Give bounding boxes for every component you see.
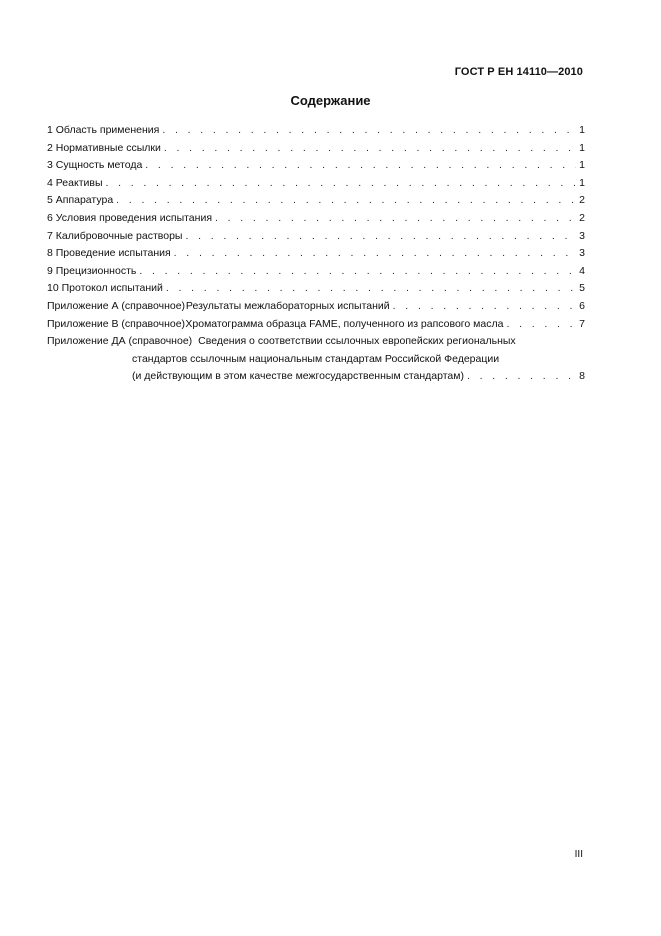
toc-leader-dots [136, 263, 576, 281]
appendix-title-continued: (и действующим в этом качестве межгосударственным стандартам) [132, 370, 464, 383]
appendix-prefix: Приложение ДА (справочное) [47, 335, 193, 348]
toc-entry[interactable] [47, 122, 585, 140]
toc-entry-label: 3 Сущность метода [47, 159, 143, 172]
table-of-contents [47, 122, 585, 386]
page-number: III [574, 849, 583, 860]
toc-entry[interactable] [47, 228, 585, 246]
toc-entry-page: 1 [579, 176, 585, 189]
toc-leader-dots [171, 245, 576, 263]
toc-leader-dots [503, 316, 576, 334]
toc-leader-dots [182, 228, 576, 246]
appendix-title: Хроматограмма образца FAME, полученного из рапсового масла [185, 317, 504, 330]
toc-leader-dots [464, 368, 576, 386]
appendix-title: Сведения о соответствии ссылочных европейских региональных [198, 335, 516, 348]
toc-entry-label: 1 Область применения [47, 124, 160, 136]
toc-entry-page: 7 [579, 317, 585, 330]
toc-leader-dots [212, 210, 576, 228]
toc-leader-dots [163, 280, 576, 298]
appendix-prefix: Приложение В (справочное) [47, 317, 186, 330]
appendix-line [47, 351, 585, 369]
toc-entry[interactable] [47, 157, 585, 175]
toc-title: Содержание [290, 93, 371, 108]
toc-entry-label: 6 Условия проведения испытания [47, 211, 213, 224]
toc-entry-page: 2 [579, 211, 585, 224]
toc-entry-label: 10 Протокол испытаний [47, 282, 163, 295]
toc-entry[interactable] [47, 140, 585, 158]
toc-leader-dots [159, 122, 576, 140]
toc-entry-page: 5 [579, 282, 585, 295]
appendix-line [47, 333, 585, 351]
appendix-prefix: Приложение А (справочное) [47, 299, 186, 312]
toc-leader-dots [103, 175, 577, 193]
toc-entry-label: 8 Проведение испытания [47, 247, 171, 260]
toc-leader-dots [142, 157, 576, 175]
toc-appendix-entry[interactable] [47, 333, 585, 386]
toc-entry[interactable] [47, 263, 585, 281]
toc-entry-label: 7 Калибровочные растворы [47, 229, 183, 242]
toc-entry-label: 4 Реактивы [47, 176, 103, 189]
appendix-line [47, 368, 585, 386]
toc-entry-page: 1 [579, 124, 585, 136]
toc-entry-page: 3 [579, 247, 585, 260]
toc-leader-dots [113, 192, 576, 210]
toc-entry-label: 9 Прецизионность [47, 264, 137, 277]
toc-entry-page: 8 [579, 370, 585, 383]
standard-code: ГОСТ Р ЕН 14110—2010 [454, 66, 583, 78]
toc-entry-page: 1 [579, 141, 585, 154]
appendix-title-continued: стандартов ссылочным национальным стандартам Российской Федерации [132, 352, 500, 365]
toc-entry-page: 6 [579, 299, 585, 312]
toc-entry[interactable] [47, 175, 585, 193]
toc-entry-label: 2 Нормативные ссылки [47, 141, 161, 154]
toc-entry-page: 1 [579, 159, 585, 172]
toc-entry[interactable] [47, 245, 585, 263]
appendix-title: Результаты межлабораторных испытаний [185, 299, 390, 312]
toc-appendix-entry[interactable] [47, 316, 585, 334]
toc-entry-page: 4 [579, 264, 585, 277]
toc-entry[interactable] [47, 280, 585, 298]
toc-entry[interactable] [47, 210, 585, 228]
toc-appendix-entry[interactable] [47, 298, 585, 316]
toc-entry-page: 3 [579, 229, 585, 242]
toc-entry-label: 5 Аппаратура [47, 194, 114, 207]
toc-leader-dots [161, 140, 576, 158]
toc-entry[interactable] [47, 192, 585, 210]
toc-entry-page: 2 [579, 194, 585, 207]
toc-leader-dots [390, 298, 576, 316]
